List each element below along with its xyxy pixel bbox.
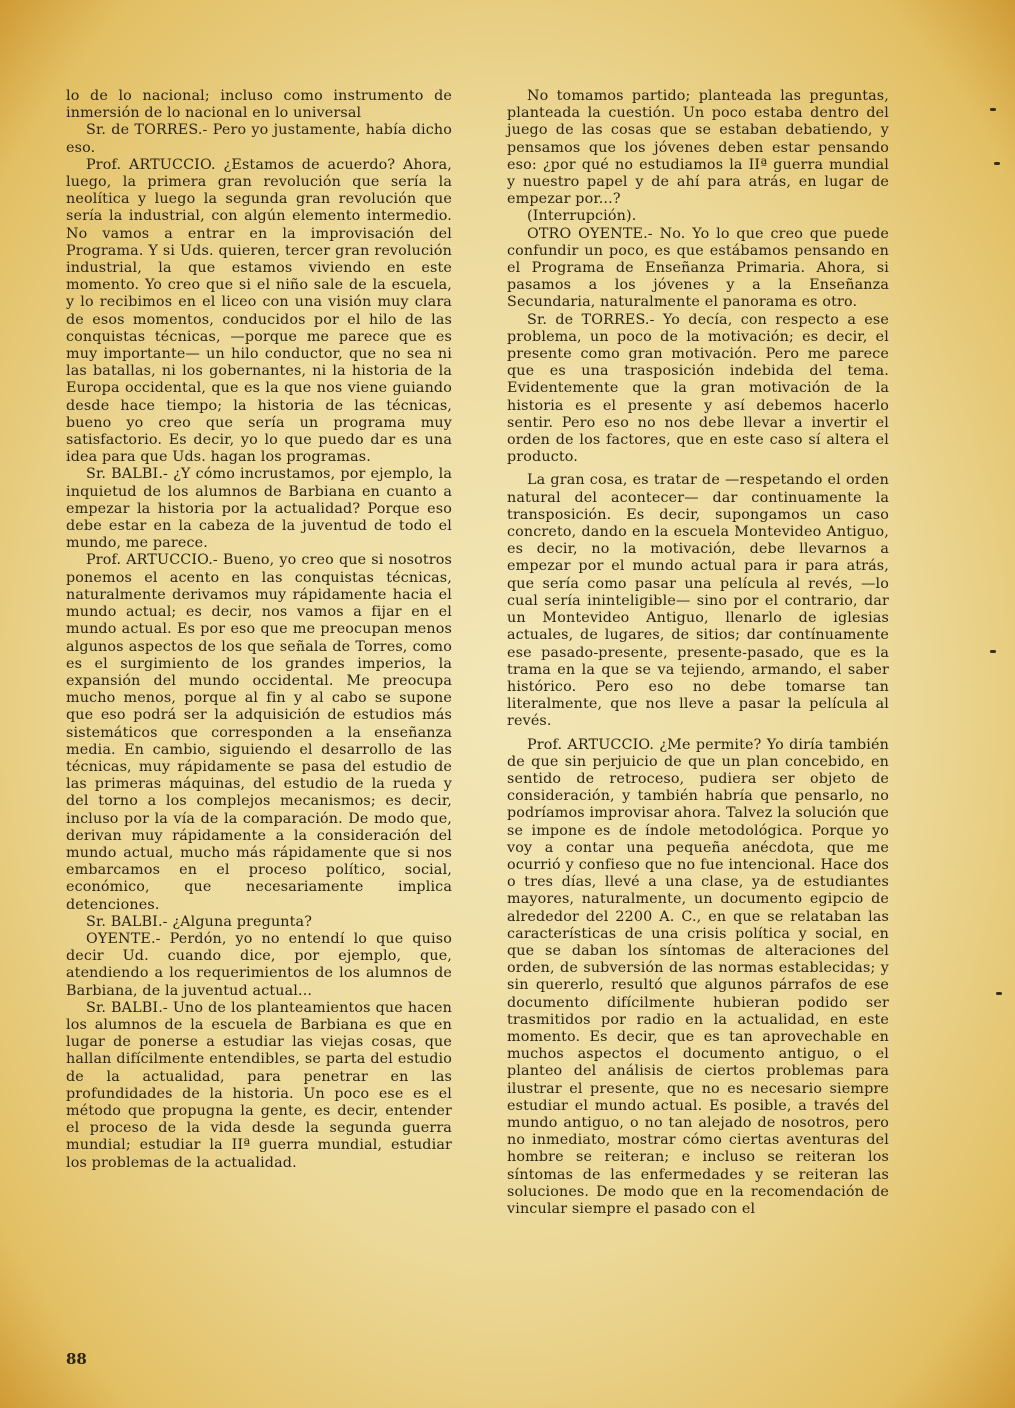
paragraph: lo de lo nacional; incluso como instrumento de inmersión de lo nacional en lo universal (66, 88, 452, 122)
edge-mark (990, 108, 996, 111)
paragraph: (Interrupción). (527, 208, 637, 225)
paragraph: OTRO OYENTE.- No. Yo lo que creo que puede confundir un poco, es que estábamos pensando en el Programa de Enseñanza Primaria. Ahora, si pasamos a los jóvenes y a la Enseñanza Secundaria, naturalmente el panorama es otro. (507, 225, 889, 311)
left-column (66, 88, 452, 1172)
paragraph: Prof. ARTUCCIO. ¿Me permite? Yo diría también de que sin perjuicio de que un plan concebido, en sentido de retroceso, pudiera ser objeto de consideración, y también habría que pensarlo, no podríamos improvisar ahora. Talvez la solución que se impone es de índole metodológica. Porque yo voy a contar una pequeña anécdota, que me ocurrió y confieso que no fue intencional. Hace dos o tres días, llevé a una clase, ya de estudiantes mayores, naturalmente, un documento egipcio de alrededor del 2200 A. C., en que se relataban las características de una crisis política y social, en que se daban los síntomas de alteraciones del orden, de subversión de las normas establecidas; y sin quererlo, resultó que algunos párrafos de ese documento difícilmente hubieran podido ser trasmitidos por radio en la actualidad, en este momento. Es decir, que es tan aprovechable en muchos aspectos el documento antiguo, o el planteo del análisis de ciertos problemas para ilustrar el presente, que no es necesario siempre estudiar el mundo actual. Es posible, a través del mundo antiguo, o no tan alejado de nosotros, pero no inmediato, mostrar cómo ciertas aventuras del hombre se reiteran; e incluso se reiteran los síntomas de las enfermedades y se reiteran las soluciones. De modo que en la recomendación de vincular siempre el pasado con el (507, 736, 889, 1217)
page-number: 88 (66, 1350, 87, 1368)
edge-mark (996, 992, 1002, 995)
paragraph: Prof. ARTUCCIO. ¿Estamos de acuerdo? Ahora, luego, la primera gran revolución que sería la neolítica y luego la segunda gran revolución que sería la industrial, con algún elemento intermedio. No vamos a entrar en la improvisación del Programa. Y si Uds. quieren, tercer gran revolución industrial, la que estamos viviendo en este momento. Yo creo que si el niño sale de la escuela, y lo recibimos en el liceo con una visión muy clara de esos momentos, conducidos por el hilo de las conquistas técnicas, —porque me parece que es muy importante— un hilo conductor, que no sea ni las batallas, ni los gobernantes, ni la historia de la Europa occidental, que es la que nos viene guiando desde hace tiempo; la historia de las técnicas, bueno yo creo que sería un programa muy satisfactorio. Es decir, yo lo que puedo dar es una idea para que Uds. hagan los programas. (66, 156, 452, 466)
paragraph: No tomamos partido; planteada las preguntas, planteada la cuestión. Un poco estaba dentro del juego de las cosas que se estaban debatiendo, y pensamos que los jóvenes deben estar pensando eso: ¿por qué no estudiamos la IIª guerra mundial y nuestro papel y de ahí para atrás, en lugar de empezar por...? (507, 88, 889, 208)
paragraph: Sr. BALBI.- Uno de los planteamientos que hacen los alumnos de la escuela de Barbiana es que en lugar de ponerse a estudiar las viejas cosas, que hallan difícilmente entendibles, se parta del estudio de la actualidad, para penetrar en las profundidades de la historia. Un poco ese es el método que propugna la gente, es decir, entender el proceso de la vida desde la segunda guerra mundial; estudiar la IIª guerra mundial, estudiar los problemas de la actualidad. (66, 999, 452, 1171)
paragraph: Sr. de TORRES.- Pero yo justamente, había dicho eso. (66, 122, 452, 156)
edge-mark (990, 650, 996, 653)
right-column (507, 88, 889, 1218)
paragraph: Sr. de TORRES.- Yo decía, con respecto a ese problema, un poco de la motivación; es decir, el presente como gran motivación. Pero me parece que es una trasposición indebida del tema. Evidentemente que la gran motivación de la historia es el presente y así debemos hacerlo sentir. Pero eso no nos debe llevar a invertir el orden de los factores, que en este caso sí altera el producto. (507, 311, 889, 466)
paragraph: La gran cosa, es tratar de —respetando el orden natural del acontecer— dar continuamente la transposición. Es decir, supongamos un caso concreto, dando en la escuela Montevideo Antiguo, es decir, no la motivación, debe llevarnos a empezar por el mundo actual para ir para atrás, que sería como pasar una película al revés, —lo cual sería ininteligible— sino por el contrario, dar un Montevideo Antiguo, llenarlo de iglesias actuales, de lugares, de sitios; dar contínuamente ese pasado-presente, presente-pasado, que es la trama en la que se va tejiendo, armando, el saber histórico. Pero eso no debe tomarse tan literalmente, que nos lleve a pasar la película al revés. (507, 472, 889, 730)
paragraph: Prof. ARTUCCIO.- Bueno, yo creo que si nosotros ponemos el acento en las conquistas técnicas, naturalmente derivamos muy rápidamente hacia el mundo actual; es decir, nos vamos a fijar en el mundo actual. Es por eso que me preocupan menos algunos aspectos de los que señala de Torres, como es el surgimiento de los grandes imperios, la expansión del mundo occidental. Me preocupa mucho menos, porque al fin y al cabo se supone que eso podrá ser la adquisición de estudios más sistemáticos que corresponden a la enseñanza media. En cambio, siguiendo el desarrollo de las técnicas, muy rápidamente se pasa del estudio de las primeras máquinas, del estudio de la rueda y del torno a los complejos mecanismos; es decir, incluso por la vía de la comparación. De modo que, derivan muy rápidamente a la consideración del mundo actual, mucho más rápidamente que si nos embarcamos en el proceso político, social, económico, que necesariamente implica detenciones. (66, 552, 452, 913)
paragraph: OYENTE.- Perdón, yo no entendí lo que quiso decir Ud. cuando dice, por ejemplo, que, atendiendo a los requerimientos de los alumnos de Barbiana, de la juventud actual... (66, 930, 452, 999)
paragraph: Sr. BALBI.- ¿Alguna pregunta? (86, 913, 313, 930)
paragraph: Sr. BALBI.- ¿Y cómo incrustamos, por ejemplo, la inquietud de los alumnos de Barbiana en cuanto a empezar la historia por la actualidad? Porque eso debe estar en la cabeza de la juventud de todo el mundo, me parece. (66, 466, 452, 552)
edge-mark (994, 162, 1000, 165)
